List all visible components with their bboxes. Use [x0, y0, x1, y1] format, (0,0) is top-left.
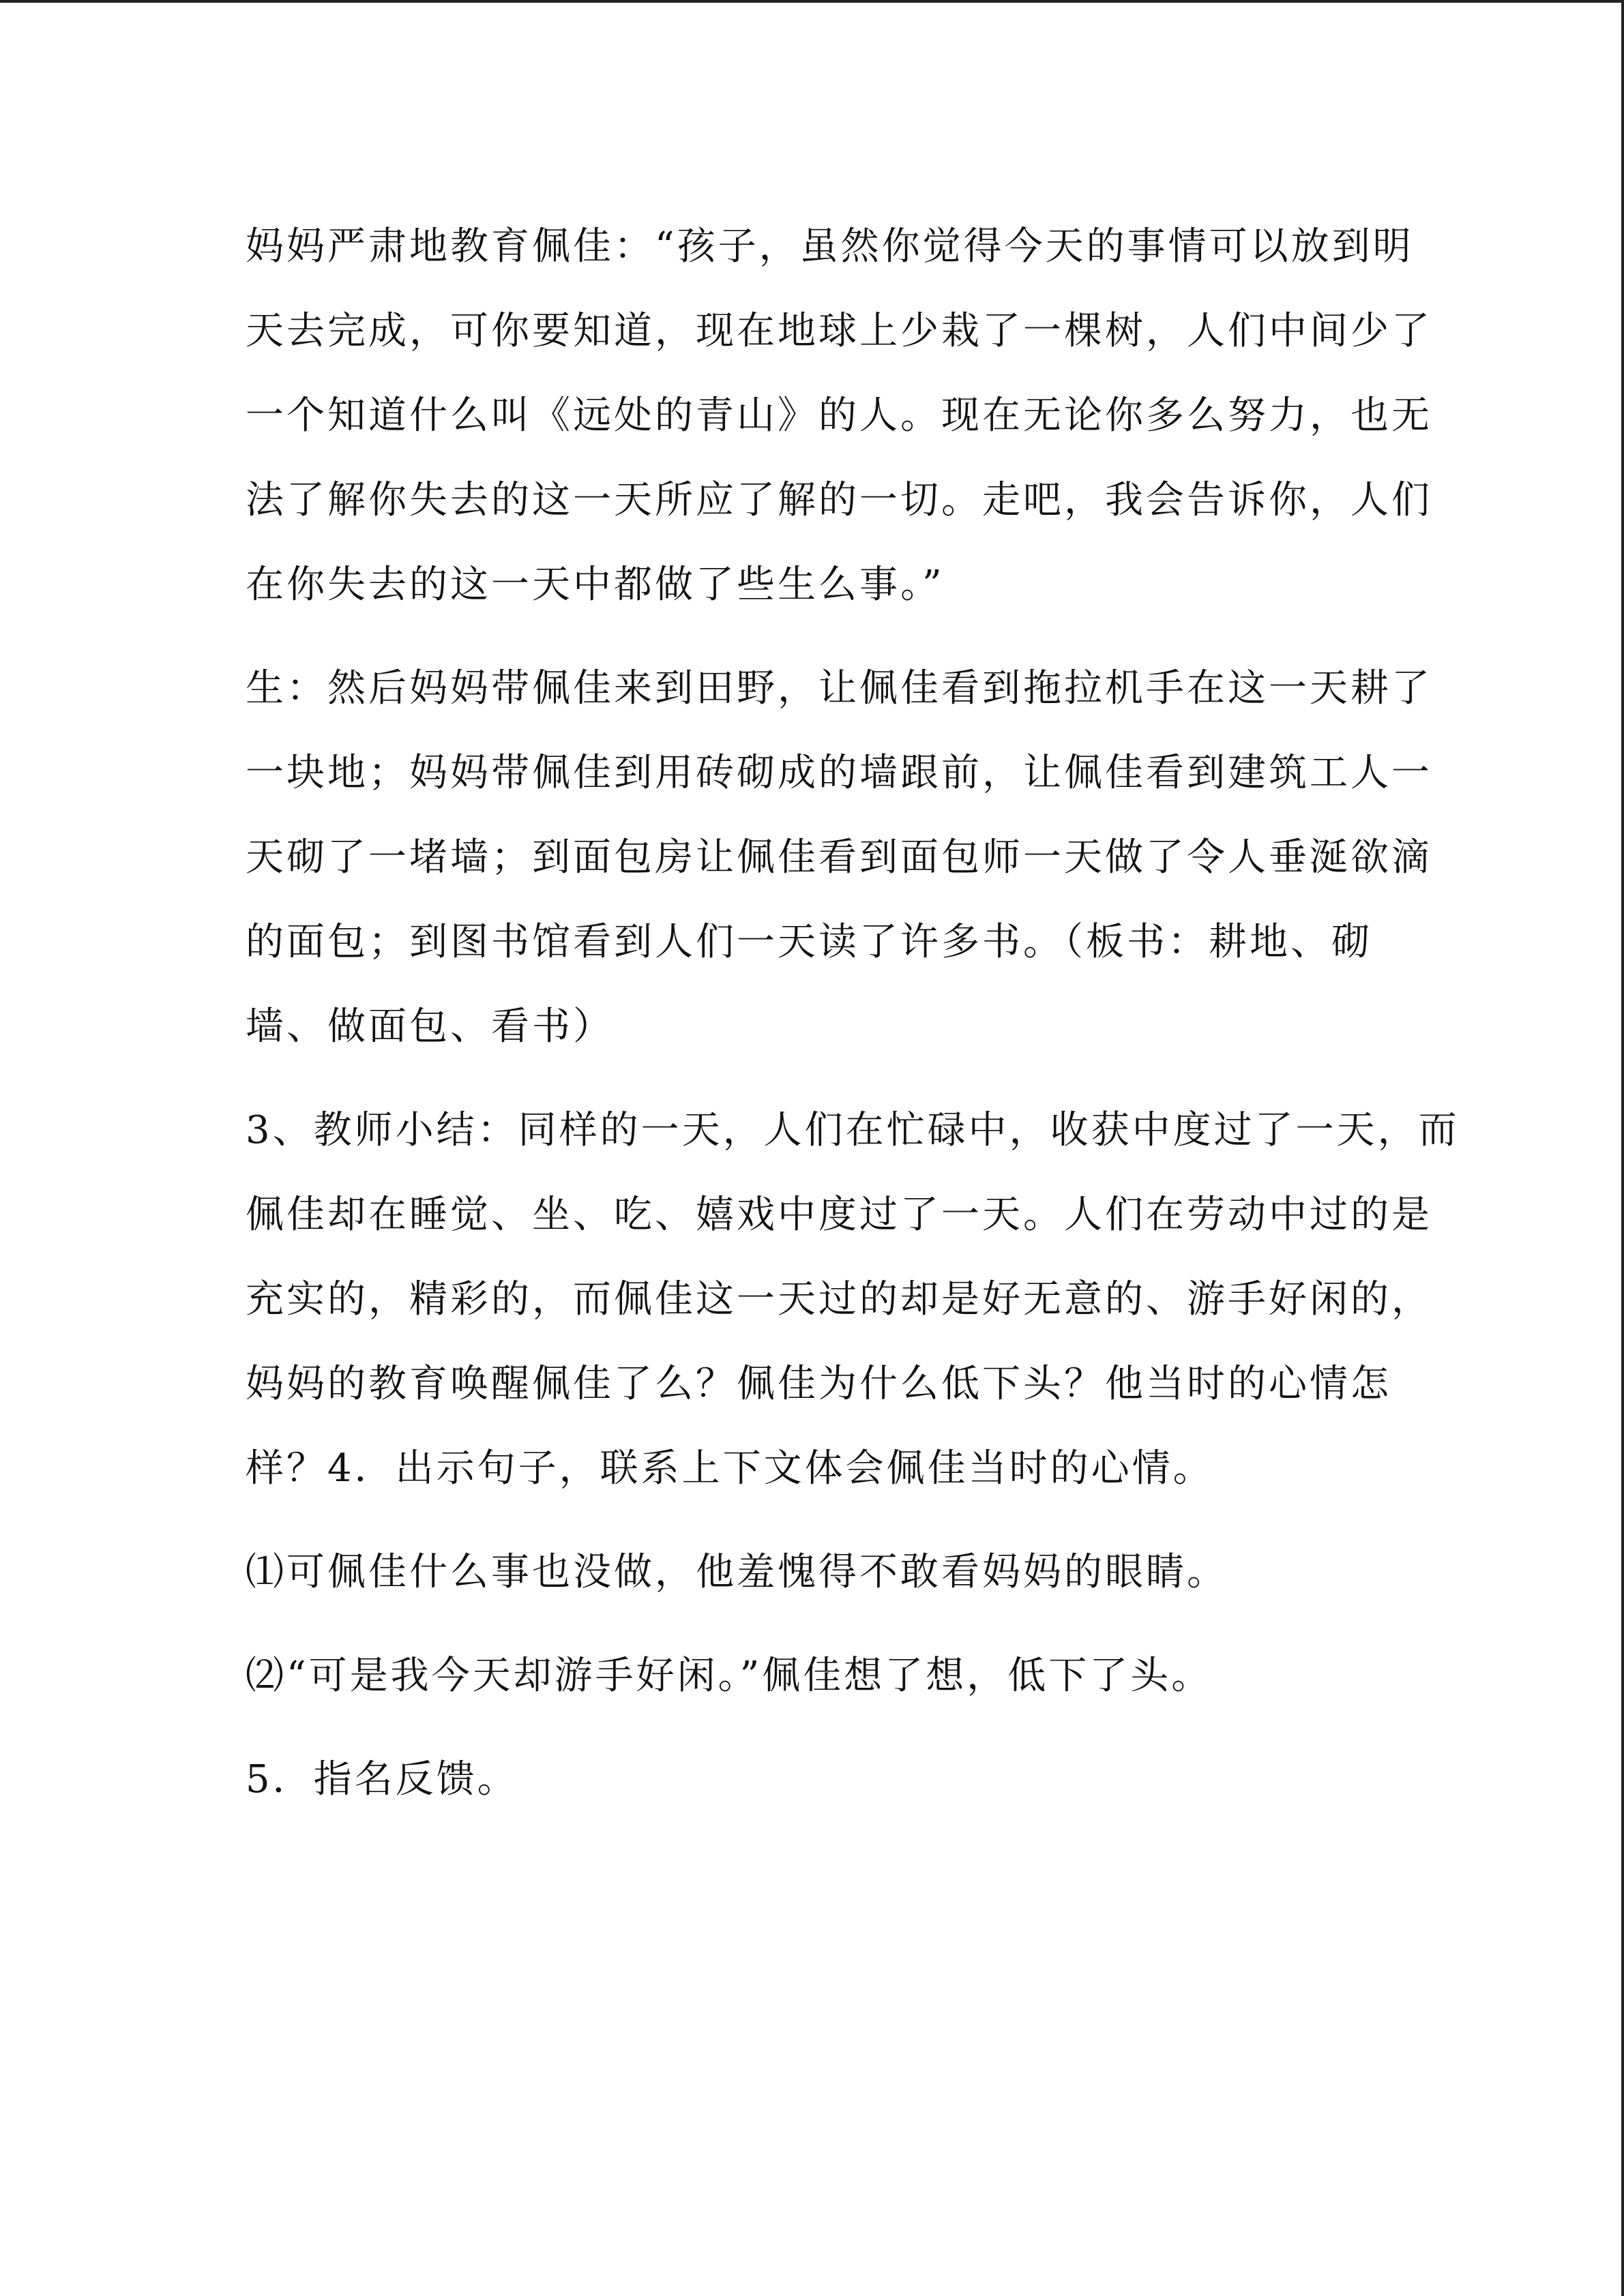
text-line: 3、教师小结：同样的一天，人们在忙碌中，收获中度过了一天，而	[246, 1108, 1460, 1152]
text-line: 法了解你失去的这一天所应了解的一切。走吧，我会告诉你，人们	[246, 478, 1432, 522]
text-line: 妈妈的教育唤醒佩佳了么？佩佳为什么低下头？他当时的心情怎	[246, 1362, 1391, 1406]
text-line: ⑵“可是我今天却游手好闲。”佩佳想了想，低下了头。	[246, 1654, 1213, 1698]
text-line: 一个知道什么叫《远处的青山》的人。现在无论你多么努力，也无	[246, 393, 1432, 438]
text-line: 一块地；妈妈带佩佳到用砖砌成的墙跟前，让佩佳看到建筑工人一	[246, 751, 1432, 795]
paragraph-sentence-1	[246, 1530, 1378, 1615]
text-line: 天砌了一堵墙；到面包房让佩佳看到面包师一天做了令人垂涎欲滴	[246, 835, 1432, 880]
text-line: ⑴可佩佳什么事也没做，他羞愧得不敢看妈妈的眼睛。	[246, 1550, 1228, 1594]
text-line: 5．指名反馈。	[246, 1757, 518, 1802]
paragraph-mother-education	[246, 205, 1432, 627]
text-line: 生：然后妈妈带佩佳来到田野，让佩佳看到拖拉机手在这一天耕了	[246, 666, 1432, 711]
text-line: 充实的，精彩的，而佩佳这一天过的却是好无意的、游手好闲的，	[246, 1277, 1432, 1322]
text-line: 天去完成，可你要知道，现在地球上少栽了一棵树，人们中间少了	[246, 309, 1432, 353]
page-top-border	[0, 0, 1624, 3]
page-right-border	[1621, 0, 1624, 2296]
text-line: 佩佳却在睡觉、坐、吃、嬉戏中度过了一天。人们在劳动中过的是	[246, 1193, 1432, 1237]
text-line: 在你失去的这一天中都做了些生么事。”	[246, 563, 945, 607]
paragraph-feedback	[246, 1738, 1378, 1822]
text-line: 样？4．出示句子，联系上下文体会佩佳当时的心情。	[246, 1446, 1214, 1491]
paragraph-student-answer	[246, 646, 1432, 1069]
document-body	[246, 205, 1460, 1841]
text-line: 墙、做面包、看书）	[246, 1004, 614, 1049]
paragraph-teacher-summary	[246, 1088, 1460, 1511]
text-line: 妈妈严肃地教育佩佳：“孩子，虽然你觉得今天的事情可以放到明	[246, 224, 1414, 269]
paragraph-sentence-2	[246, 1634, 1378, 1718]
text-line: 的面包；到图书馆看到人们一天读了许多书。（板书：耕地、砌	[246, 920, 1372, 964]
